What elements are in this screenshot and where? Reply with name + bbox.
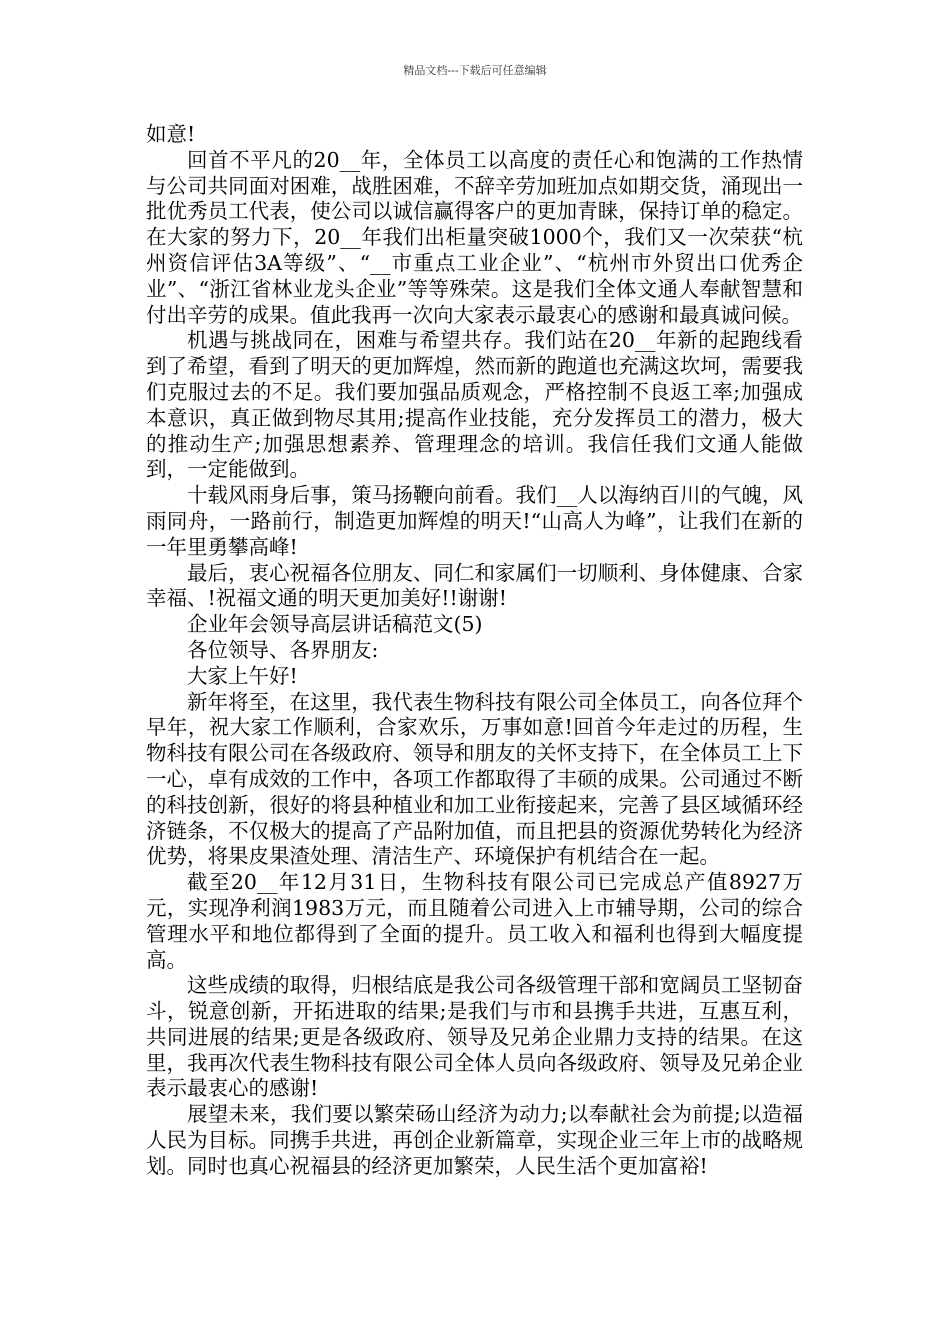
page-header: 精品文档---下载后可任意编辑 [403,64,547,77]
paragraph-9: 新年将至，在这里，我代表生物科技有限公司全体员工，向各位拜个早年，祝大家工作顺利，合家欢乐，万事如意!回首今年走过的历程，生物科技有限公司在各级政府、领导和朋友的关怀支持下，在全体员工上下一心，卓有成效的工作中，各项工作都取得了丰硕的成果。公司通过不断的科技创新，很好的将县种植业和加工业衔接起来，完善了县区域循环经济链条，不仅极大的提高了产品附加值，而且把县的资源优势转化为经济优势，将果皮果渣处理、清洁生产、环境保护有机结合在一起。 [146,689,803,869]
paragraph-1: 如意! [146,122,196,146]
section-title: 企业年会领导高层讲话稿范文(5) [187,612,483,637]
greeting: 大家上午好! [187,663,298,688]
paragraph-12: 展望未来，我们要以繁荣砀山经济为动力;以奉献社会为前提;以造福人民为目标。同携手共进，再创企业新篇章，实现企业三年上市的战略规划。同时也真心祝福县的经济更加繁荣，人民生活个更加富裕! [146,1102,803,1178]
document-body [146,122,803,1180]
paragraph-11: 这些成绩的取得，归根结底是我公司各级管理干部和宽阔员工坚韧奋斗，锐意创新，开拓进取的结果;是我们与市和县携手共进，互惠互利，共同进展的结果;更是各级政府、领导及兄弟企业鼎力支持的结果。在这里，我再次代表生物科技有限公司全体人员向各级政府、领导及兄弟企业表示最衷心的感谢! [146,973,803,1101]
paragraph-5: 最后，衷心祝福各位朋友、同仁和家属们一切顺利、身体健康、合家幸福、!祝福文通的明天更加美好!!谢谢! [146,560,803,611]
paragraph-2: 回首不平凡的20__年，全体员工以高度的责任心和饱满的工作热情与公司共同面对困难，战胜困难，不辞辛劳加班加点如期交货，涌现出一批优秀员工代表，使公司以诚信赢得客户的更加青睐，保持订单的稳定。在大家的努力下，20__年我们出柜量突破1000个，我们又一次荣获“杭州资信评估3A等级”、“__市重点工业企业”、“杭州市外贸出口优秀企业”、“浙江省林业龙头企业”等等殊荣。这是我们全体文通人奉献智慧和付出辛劳的成果。值此我再一次向大家表示最衷心的感谢和最真诚问候。 [146,147,803,327]
paragraph-3: 机遇与挑战同在，困难与希望共存。我们站在20__年新的起跑线看到了希望，看到了明天的更加辉煌，然而新的跑道也充满这坎坷，需要我们克服过去的不足。我们要加强品质观念，严格控制不良返工率;加强成本意识，真正做到物尽其用;提高作业技能，充分发挥员工的潜力，极大的推动生产;加强思想素养、管理理念的培训。我信任我们文通人能做到，一定能做到。 [146,328,803,482]
paragraph-10: 截至20__年12月31日，生物科技有限公司已完成总产值8927万元，实现净利润1983万元，而且随着公司进入上市辅导期，公司的综合管理水平和地位都得到了全面的提升。员工收入和福利也得到大幅度提高。 [146,870,803,972]
salutation: 各位领导、各界朋友: [187,637,379,662]
paragraph-4: 十载风雨身后事，策马扬鞭向前看。我们__人以海纳百川的气魄，风雨同舟，一路前行，制造更加辉煌的明天!“山高人为峰”，让我们在新的一年里勇攀高峰! [146,483,803,559]
